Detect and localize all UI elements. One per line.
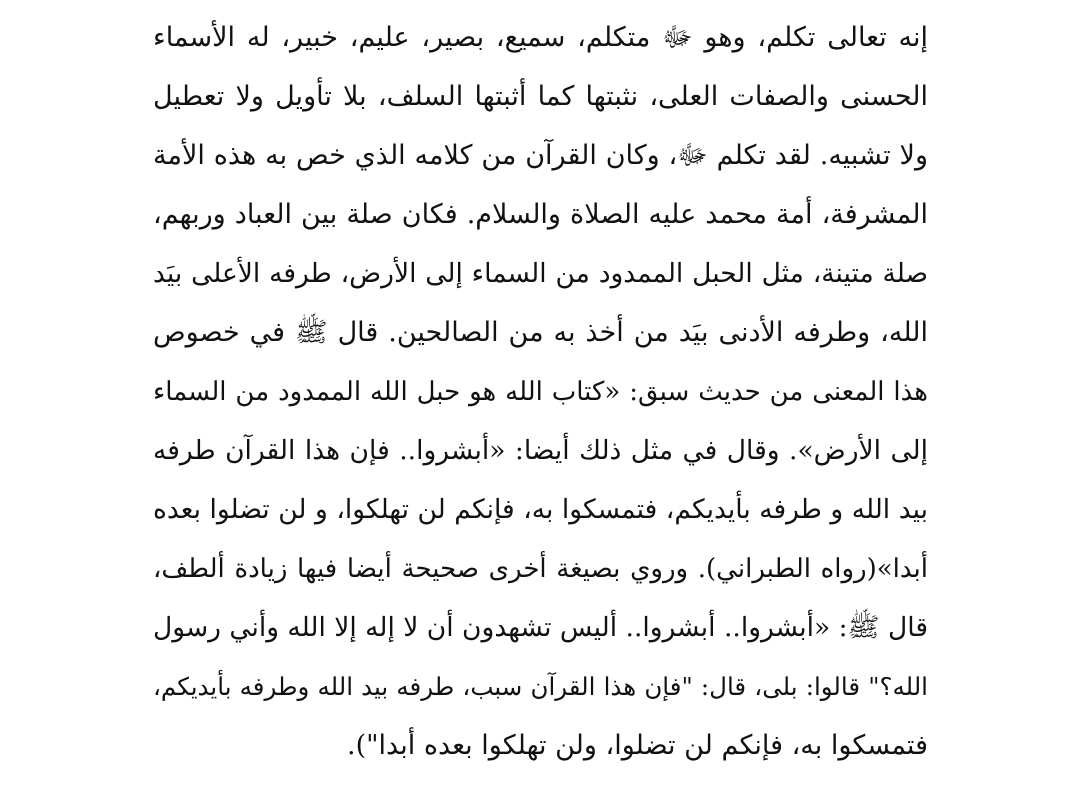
body-text	[153, 14, 928, 781]
text-line: الله، وطرفه الأدنى بيَد من أخذ به من الصالحين. قال ﷺ في خصوص	[153, 317, 928, 348]
text-line: إنه تعالى تكلم، وهو ﷻ متكلم، سميع، بصير، عليم، خبير، له الأسماء	[153, 22, 928, 53]
text-line: الحسنى والصفات العلى، نثبتها كما أثبتها السلف، بلا تأويل ولا تعطيل	[153, 81, 928, 112]
text-line: الله؟" قالوا: بلى، قال: "فإن هذا القرآن سبب، طرفه بيد الله وطرفه بأيديكم،	[153, 672, 928, 701]
text-line: ولا تشبيه. لقد تكلم ﷻ، وكان القرآن من كلامه الذي خص به هذه الأمة	[153, 140, 928, 171]
text-line: هذا المعنى من حديث سبق: «كتاب الله هو حبل الله الممدود من السماء	[153, 377, 928, 407]
text-line: أبدا»(رواه الطبراني). وروي بصيغة أخرى صحيحة أيضا فيها زيادة ألطف،	[153, 554, 928, 584]
text-line: بيد الله و طرفه بأيديكم، فتمسكوا به، فإنكم لن تهلكوا، و لن تضلوا بعده	[153, 494, 928, 525]
text-line: صلة متينة، مثل الحبل الممدود من السماء إلى الأرض، طرفه الأعلى بيَد	[153, 258, 928, 289]
text-line: قال ﷺ: «أبشروا.. أبشروا.. أليس تشهدون أن لا إله إلا الله وأني رسول	[153, 612, 928, 643]
text-line: المشرفة، أمة محمد عليه الصلاة والسلام. فكان صلة بين العباد وربهم،	[153, 199, 928, 230]
text-line: إلى الأرض». وقال في مثل ذلك أيضا: «أبشروا.. فإن هذا القرآن طرفه	[153, 435, 928, 466]
text-line-last: فتمسكوا به، فإنكم لن تضلوا، ولن تهلكوا بعده أبدا").	[347, 730, 928, 761]
